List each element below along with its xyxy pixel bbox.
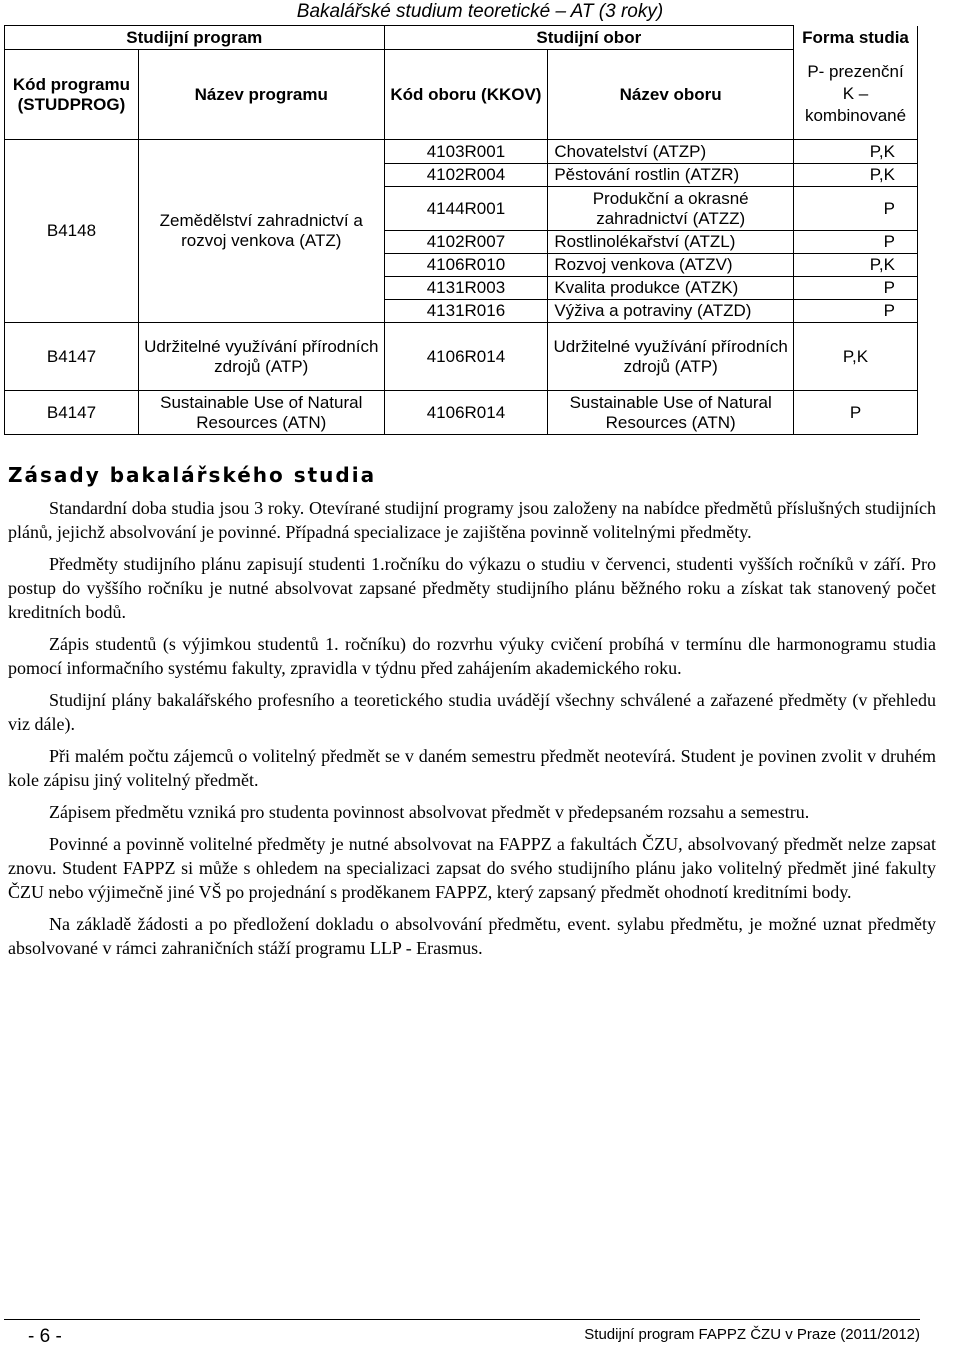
field-code: 4102R007 bbox=[384, 231, 548, 254]
header-field-name: Název oboru bbox=[548, 50, 794, 140]
field-form: P bbox=[794, 300, 918, 323]
field-code: 4106R014 bbox=[384, 391, 548, 435]
field-name: Rozvoj venkova (ATZV) bbox=[548, 254, 794, 277]
paragraph: Zápisem předmětu vzniká pro studenta povinnost absolvovat předmět v předepsaném rozsahu a semestru. bbox=[49, 802, 810, 822]
field-form: P bbox=[794, 277, 918, 300]
field-form: P bbox=[794, 391, 918, 435]
field-form: P bbox=[794, 231, 918, 254]
section-title: Zásady bakalářského studia bbox=[8, 463, 377, 487]
field-code: 4103R001 bbox=[384, 140, 548, 164]
program-table bbox=[4, 25, 918, 435]
field-name: Produkční a okrasné zahradnictví (ATZZ) bbox=[548, 187, 794, 231]
paragraph: Standardní doba studia jsou 3 roky. Otevírané studijní programy jsou založeny na nabídce předmětů příslušných studijních plánů, jejichž absolvování je povinné. Případná specializace je zajištěna povinně volitelnými předměty. bbox=[8, 498, 936, 542]
page-caption: Bakalářské studium teoretické – AT (3 roky) bbox=[296, 1, 664, 22]
header-study-field: Studijní obor bbox=[384, 26, 793, 50]
header-form: Forma studia bbox=[794, 26, 918, 50]
program-code: B4148 bbox=[5, 140, 139, 323]
paragraph: Povinné a povinně volitelné předměty je nutné absolvovat na FAPPZ a fakultách ČZU, absolvovaný předmět nelze zapsat znovu. Student FAPPZ si může s ohledem na specializaci zapsat do svého studijního plánu jako volitelný předmět jiné fakulty ČZU nebo výjimečně jiné VŠ po projednání s proděkanem FAPPZ, který zapsaný předmět ohodnotí kreditními body. bbox=[8, 834, 936, 902]
form-legend-k: K – kombinované bbox=[804, 84, 907, 126]
field-name: Sustainable Use of Natural Resources (ATN) bbox=[548, 391, 794, 435]
field-code: 4106R014 bbox=[384, 323, 548, 391]
field-form: P,K bbox=[794, 164, 918, 187]
field-form: P,K bbox=[794, 323, 918, 391]
footer-text: Studijní program FAPPZ ČZU v Praze (2011/2012) bbox=[584, 1326, 920, 1343]
rules-text bbox=[8, 496, 936, 968]
field-name: Pěstování rostlin (ATZR) bbox=[548, 164, 794, 187]
paragraph: Studijní plány bakalářského profesního a teoretického studia uvádějí všechny schválené a zařazené předměty (v přehledu viz dále). bbox=[8, 690, 936, 734]
field-form: P bbox=[794, 187, 918, 231]
program-name: Udržitelné využívání přírodních zdrojů (ATP) bbox=[138, 323, 384, 391]
field-form: P,K bbox=[794, 254, 918, 277]
field-name: Kvalita produkce (ATZK) bbox=[548, 277, 794, 300]
paragraph: Předměty studijního plánu zapisují studenti 1.ročníku do výkazu o studiu v červenci, studenti vyšších ročníků v září. Pro postup do vyššího ročníku je nutné absolvovat zapsané předměty studijního plánu běžného roku a získat tak stanovený počet kreditních bodů. bbox=[8, 554, 936, 622]
field-name: Chovatelství (ATZP) bbox=[548, 140, 794, 164]
field-code: 4102R004 bbox=[384, 164, 548, 187]
field-code: 4131R016 bbox=[384, 300, 548, 323]
paragraph: Při malém počtu zájemců o volitelný předmět se v daném semestru předmět neotevírá. Student je povinen zvolit v druhém kole zápisu jiný volitelný předmět. bbox=[8, 746, 936, 790]
program-name: Sustainable Use of Natural Resources (ATN) bbox=[138, 391, 384, 435]
program-code: B4147 bbox=[5, 391, 139, 435]
field-code: 4106R010 bbox=[384, 254, 548, 277]
program-name: Zemědělství zahradnictví a rozvoj venkova (ATZ) bbox=[138, 140, 384, 323]
header-study-program: Studijní program bbox=[5, 26, 385, 50]
header-form-legend bbox=[794, 50, 918, 140]
page-number: - 6 - bbox=[28, 1326, 62, 1347]
paragraph: Zápis studentů (s výjimkou studentů 1. ročníku) do rozvrhu výuky cvičení probíhá v termínu dle harmonogramu studia pomocí informačního systému fakulty, zpravidla v týdnu před zahájením akademického roku. bbox=[8, 634, 936, 678]
field-code: 4131R003 bbox=[384, 277, 548, 300]
header-program-code: Kód programu (STUDPROG) bbox=[5, 50, 139, 140]
paragraph: Na základě žádosti a po předložení dokladu o absolvování předmětu, event. sylabu předmětu, je možné uznat předměty absolvované v rámci zahraničních stáží programu LLP - Erasmus. bbox=[8, 914, 936, 958]
header-program-name: Název programu bbox=[138, 50, 384, 140]
field-name: Výživa a potraviny (ATZD) bbox=[548, 300, 794, 323]
header-field-code: Kód oboru (KKOV) bbox=[384, 50, 548, 140]
program-code: B4147 bbox=[5, 323, 139, 391]
field-name: Rostlinolékařství (ATZL) bbox=[548, 231, 794, 254]
field-code: 4144R001 bbox=[384, 187, 548, 231]
field-form: P,K bbox=[794, 140, 918, 164]
field-name: Udržitelné využívání přírodních zdrojů (ATP) bbox=[548, 323, 794, 391]
footer-rule bbox=[4, 1319, 920, 1320]
form-legend-p: P- prezenční bbox=[807, 62, 904, 82]
